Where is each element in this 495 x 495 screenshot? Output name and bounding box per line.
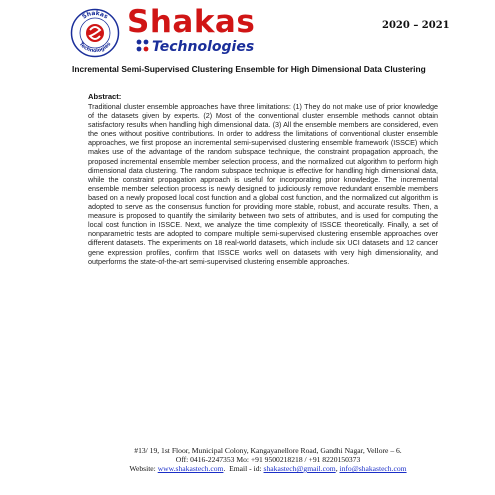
academic-year: 2020 – 2021	[382, 20, 450, 31]
page-header	[0, 0, 495, 66]
abstract-text: Traditional cluster ensemble approaches have three limitations: (1) They do not make use of prior knowledge of the datasets given by experts. (2) Most of the conventional cluster ensemble methods cannot obtain satisfactory results when handling high dimensional data. (3) All the ensemble members are considered, even the ones without positive contributions. In order to address the limitations of conventional cluster ensemble approaches, we first propose an incremental semi-supervised clustering ensemble framework (ISSCE) which makes use of the advantage of the random subspace technique, the constraint propagation approach, the proposed incremental ensemble member selection process, and the normalized cut algorithm to perform high dimensional data clustering. The random subspace technique is effective for handling high dimensional data, while the constraint propagation approach is useful for incorporating prior knowledge. The incremental ensemble member selection process is newly designed to judiciously remove redundant ensemble members based on a newly proposed local cost function and a global cost function, and the normalized cut algorithm is adopted to serve as the consensus function for providing more stable, robust, and accurate results. Then, a measure is proposed to quantify the similarity between two sets of attributes, and is used for computing the local cost function in ISSCE. Next, we analyze the time complexity of ISSCE theoretically. Finally, a set of nonparametric tests are adopted to compare multiple semi-supervised clustering ensemble approaches over different datasets. The experiments on 18 real-world datasets, which include six UCI datasets and 12 cancer gene expression profiles, confirm that ISSCE works well on datasets with very high dimensionality, and outperforms the state-of-the-art semi-supervised clustering ensemble approaches.	[88, 102, 438, 266]
website-label: Website:	[129, 464, 156, 473]
svg-text:Shakas: Shakas	[81, 9, 110, 21]
footer-contact-line: Website: www.shakastech.com. Email - id: shakastech@gmail.com, info@shakastech.com	[129, 464, 407, 473]
shakas-seal-logo	[70, 8, 120, 58]
abstract-heading: Abstract:	[88, 92, 122, 101]
email-label: Email - id:	[229, 464, 262, 473]
brand-name: Shakas	[127, 4, 256, 40]
brand-subtitle: Technologies	[152, 39, 255, 55]
footer-address: #13/ 19, 1st Floor, Municipal Colony, Kangayanellore Road, Gandhi Nagar, Vellore – 6.	[134, 446, 402, 455]
paper-title: Incremental Semi-Supervised Clustering Ensemble for High Dimensional Data Clustering	[72, 64, 426, 74]
brand-dots-icon	[135, 38, 153, 54]
website-link[interactable]: www.shakastech.com	[157, 464, 224, 473]
footer-phones: Off: 0416-2247353 Mo: +91 9500218218 / +91 8220150373	[175, 455, 361, 464]
email-link-secondary[interactable]: info@shakastech.com	[339, 464, 407, 473]
page-footer	[58, 446, 478, 473]
email-link-primary[interactable]: shakastech@gmail.com	[263, 464, 336, 473]
svg-text:Technologies: Technologies	[77, 41, 113, 55]
